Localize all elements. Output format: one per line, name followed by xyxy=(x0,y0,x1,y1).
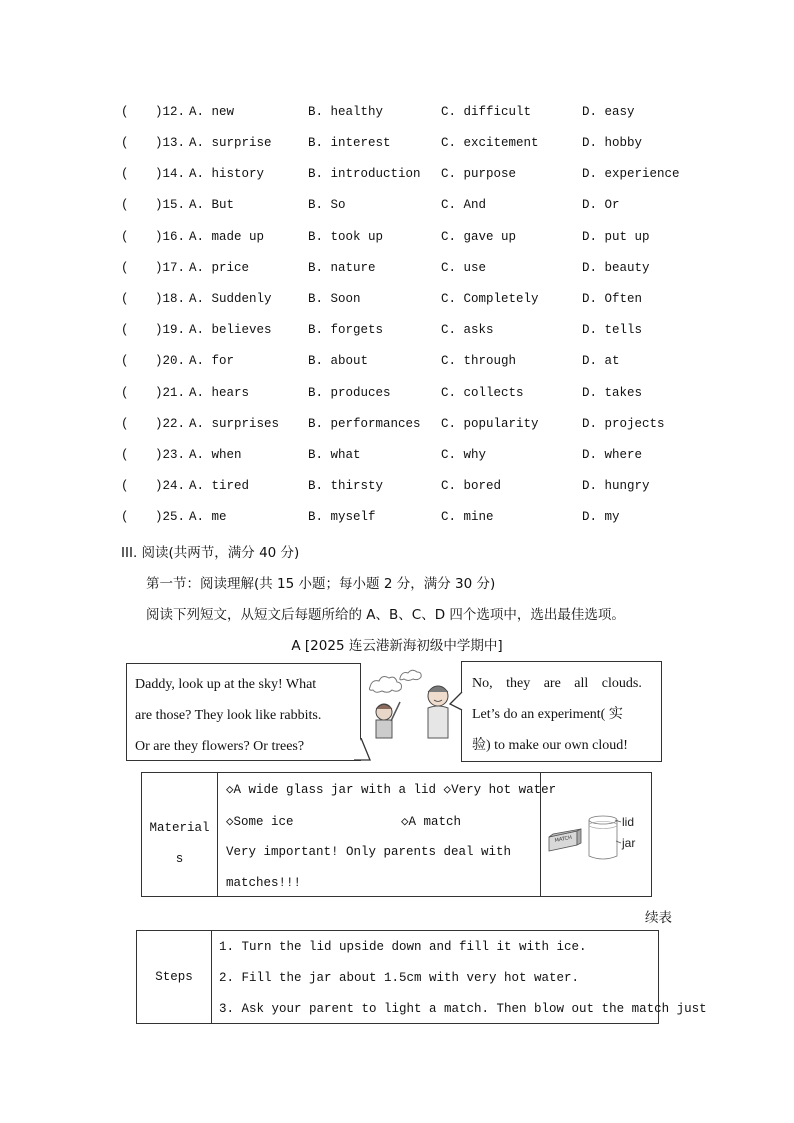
question-row xyxy=(0,323,794,343)
option-a: A. surprise xyxy=(189,136,272,150)
answer-paren: ( xyxy=(121,230,129,244)
bubble-text: No, they are all clouds. xyxy=(472,676,642,691)
option-c: C. collects xyxy=(441,386,524,400)
steps-label: Steps xyxy=(155,970,193,984)
bubble-tail-left xyxy=(352,738,382,768)
question-number: )19. xyxy=(155,323,186,337)
bubble-line: Daddy, look up at the sky! What xyxy=(135,677,317,692)
matchbox-icon xyxy=(549,829,581,851)
answer-paren: ( xyxy=(121,448,129,462)
steps-divider xyxy=(211,931,212,1023)
question-number: )20. xyxy=(155,354,186,368)
option-a: A. for xyxy=(189,354,235,368)
question-number: )17. xyxy=(155,261,186,275)
jar-label: jar xyxy=(622,836,636,850)
answer-paren: ( xyxy=(121,105,129,119)
question-row xyxy=(0,354,794,374)
speech-bubble-right xyxy=(461,661,662,762)
option-a: A. believes xyxy=(189,323,272,337)
bubble-line: Let’s do an experiment( 实 xyxy=(472,707,623,722)
option-a: A. history xyxy=(189,167,265,181)
jar-icon xyxy=(589,816,621,859)
option-c: C. mine xyxy=(441,510,494,524)
option-b: B. interest xyxy=(308,136,391,150)
option-b: B. about xyxy=(308,354,369,368)
lid-label: lid xyxy=(622,815,635,829)
option-b: B. Soon xyxy=(308,292,361,306)
bubble-line: 验) to make our own cloud! xyxy=(472,738,628,753)
step-line: 3. Ask your parent to light a match. Then blow out the match just xyxy=(219,1002,707,1016)
option-d: D. easy xyxy=(582,105,635,119)
option-d: D. Often xyxy=(582,292,643,306)
answer-paren: ( xyxy=(121,417,129,431)
option-d: D. projects xyxy=(582,417,665,431)
option-d: D. where xyxy=(582,448,643,462)
part-heading: 第一节：阅读理解(共 15 小题；每小题 2 分，满分 30 分) xyxy=(146,576,496,592)
question-number: )23. xyxy=(155,448,186,462)
option-b: B. nature xyxy=(308,261,376,275)
question-number: )13. xyxy=(155,136,186,150)
question-number: )25. xyxy=(155,510,186,524)
question-row xyxy=(0,261,794,281)
option-a: A. when xyxy=(189,448,242,462)
question-number: )18. xyxy=(155,292,186,306)
option-a: A. hears xyxy=(189,386,250,400)
father-child-illustration xyxy=(366,662,458,742)
option-a: A. price xyxy=(189,261,250,275)
option-c: C. through xyxy=(441,354,517,368)
section-heading: III. 阅读(共两节，满分 40 分) xyxy=(121,545,300,561)
materials-label-line: Material xyxy=(149,821,210,835)
question-row xyxy=(0,167,794,187)
bubble-line: are those? They look like rabbits. xyxy=(135,708,322,723)
steps-table xyxy=(136,930,707,1024)
option-d: D. put up xyxy=(582,230,650,244)
question-row xyxy=(0,136,794,156)
option-c: C. difficult xyxy=(441,105,532,119)
option-d: D. experience xyxy=(582,167,680,181)
option-d: D. beauty xyxy=(582,261,650,275)
option-a: A. But xyxy=(189,198,235,212)
option-a: A. Suddenly xyxy=(189,292,272,306)
option-c: C. asks xyxy=(441,323,494,337)
materials-line: ◇A wide glass jar with a lid ◇Very hot water xyxy=(226,783,557,797)
option-a: A. tired xyxy=(189,479,250,493)
option-b: B. forgets xyxy=(308,323,384,337)
speech-bubble-left xyxy=(126,663,361,761)
question-row xyxy=(0,386,794,406)
answer-paren: ( xyxy=(121,198,129,212)
question-number: )21. xyxy=(155,386,186,400)
answer-paren: ( xyxy=(121,323,129,337)
materials-label xyxy=(142,813,217,875)
option-c: C. gave up xyxy=(441,230,517,244)
option-c: C. excitement xyxy=(441,136,539,150)
option-a: A. me xyxy=(189,510,227,524)
option-b: B. healthy xyxy=(308,105,384,119)
question-row xyxy=(0,198,794,218)
option-d: D. hungry xyxy=(582,479,650,493)
option-d: D. hobby xyxy=(582,136,643,150)
materials-line: Very important! Only parents deal with xyxy=(226,845,512,859)
option-a: A. new xyxy=(189,105,235,119)
question-row xyxy=(0,417,794,437)
option-c: C. Completely xyxy=(441,292,539,306)
option-c: C. why xyxy=(441,448,487,462)
question-number: )16. xyxy=(155,230,186,244)
question-row xyxy=(0,292,794,312)
answer-paren: ( xyxy=(121,261,129,275)
option-c: C. And xyxy=(441,198,487,212)
option-b: B. myself xyxy=(308,510,376,524)
option-a: A. surprises xyxy=(189,417,280,431)
answer-paren: ( xyxy=(121,292,129,306)
option-b: B. performances xyxy=(308,417,421,431)
question-number: )12. xyxy=(155,105,186,119)
option-d: D. at xyxy=(582,354,620,368)
option-c: C. popularity xyxy=(441,417,539,431)
option-a: A. made up xyxy=(189,230,265,244)
step-line: 2. Fill the jar about 1.5cm with very hot water. xyxy=(219,971,580,985)
materials-line: ◇Some ice xyxy=(226,815,294,829)
option-d: D. my xyxy=(582,510,620,524)
question-row xyxy=(0,105,794,125)
question-number: )14. xyxy=(155,167,186,181)
answer-paren: ( xyxy=(121,479,129,493)
option-b: B. So xyxy=(308,198,346,212)
instruction-text: 阅读下列短文，从短文后每题所给的 A、B、C、D 四个选项中，选出最佳选项。 xyxy=(146,607,625,623)
matchbox-label: MATCH xyxy=(554,834,573,844)
option-d: D. takes xyxy=(582,386,643,400)
answer-paren: ( xyxy=(121,354,129,368)
answer-paren: ( xyxy=(121,167,129,181)
bubble-line: Or are they flowers? Or trees? xyxy=(135,739,305,754)
materials-line: ◇A match xyxy=(401,815,462,829)
answer-paren: ( xyxy=(121,136,129,150)
option-c: C. use xyxy=(441,261,487,275)
question-number: )15. xyxy=(155,198,186,212)
materials-label-line: s xyxy=(175,852,184,866)
option-c: C. purpose xyxy=(441,167,517,181)
jar-matchbox-illustration xyxy=(541,773,653,896)
option-b: B. took up xyxy=(308,230,384,244)
bubble-tail-right xyxy=(448,690,464,714)
question-row xyxy=(0,510,794,530)
continued-label: 续表 xyxy=(645,910,672,926)
question-number: )24. xyxy=(155,479,186,493)
question-row xyxy=(0,448,794,468)
bubble-line xyxy=(472,668,661,699)
materials-line: matches!!! xyxy=(226,876,302,890)
step-line: 1. Turn the lid upside down and fill it with ice. xyxy=(219,940,587,954)
answer-paren: ( xyxy=(121,386,129,400)
question-number: )22. xyxy=(155,417,186,431)
option-b: B. produces xyxy=(308,386,391,400)
option-d: D. Or xyxy=(582,198,620,212)
passage-title: A [2025 连云港新海初级中学期中] xyxy=(291,638,503,654)
option-c: C. bored xyxy=(441,479,502,493)
answer-paren: ( xyxy=(121,510,129,524)
question-row xyxy=(0,479,794,499)
option-b: B. what xyxy=(308,448,361,462)
option-b: B. introduction xyxy=(308,167,421,181)
option-b: B. thirsty xyxy=(308,479,384,493)
materials-divider-left xyxy=(217,773,218,896)
materials-table xyxy=(141,772,652,897)
option-d: D. tells xyxy=(582,323,643,337)
question-row xyxy=(0,230,794,250)
